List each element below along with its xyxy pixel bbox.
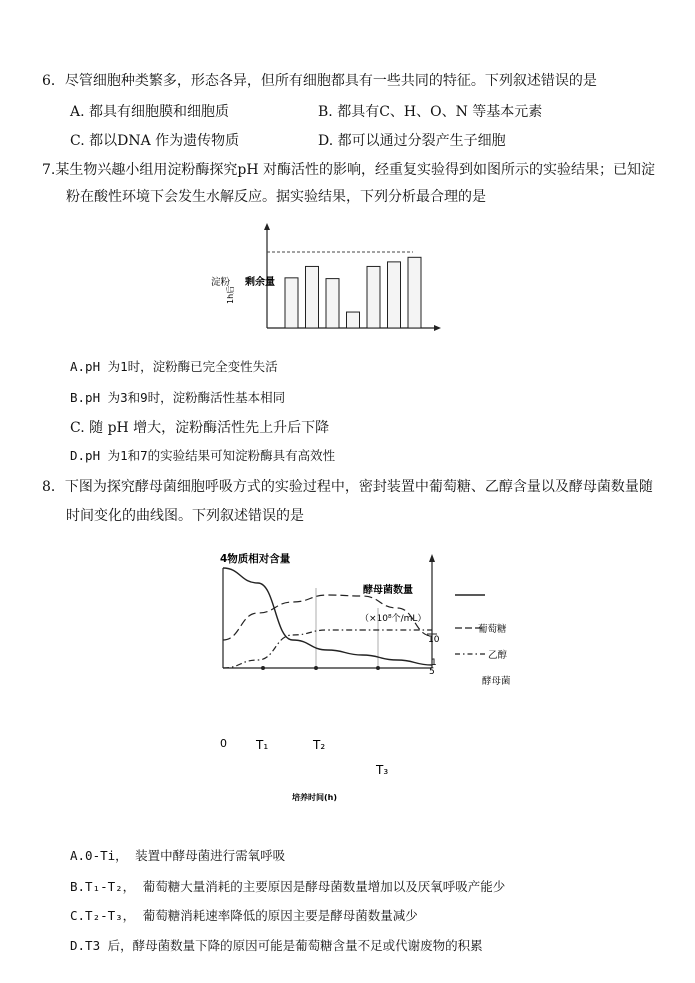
q7-bar-ph-13 xyxy=(408,257,421,328)
q8-x-label-t3: T₃ xyxy=(376,763,389,777)
q6-stem: 6．尽管细胞种类繁多，形态各异，但所有细胞都具有一些共同的特征。下列叙述错误的是 xyxy=(42,73,597,89)
q7-bar-ph-7 xyxy=(347,312,360,328)
q7-ylabel-remaining: 剩余量 xyxy=(245,277,275,288)
q8-option-d: D.T3 后，酵母菌数量下降的原因可能是葡萄糖含量不足或代谢废物的积累 xyxy=(70,938,483,953)
q8-tick-5: 5 xyxy=(429,667,435,677)
q6-option-b: B. 都具有C、H、O、N 等基本元素 xyxy=(318,104,543,120)
q7-ylabel-time: 1h后 xyxy=(226,285,235,304)
q8-x-axis-title: 培养时间(h) xyxy=(292,793,338,802)
q8-stem-line1: 8．下图为探究酵母菌细胞呼吸方式的实验过程中，密封装置中葡萄糖、乙醇含量以及酵母菌数量随 xyxy=(42,479,653,495)
q8-right-axis-arrow xyxy=(429,554,435,562)
q7-ylabel-starch: 淀粉 xyxy=(211,277,231,288)
q7-option-b: B.pH 为3和9时，淀粉酶活性基本相同 xyxy=(70,390,286,405)
q7-bar-ph-1 xyxy=(285,278,298,328)
q8-marker-t2 xyxy=(314,666,318,670)
q7-x-axis-arrow xyxy=(434,325,441,331)
q8-stem-line2: 时间变化的曲线图。下列叙述错误的是 xyxy=(66,508,304,524)
q8-option-b: B.T₁-T₂， 葡萄糖大量消耗的主要原因是酵母菌数量增加以及厌氧呼吸产能少 xyxy=(70,879,506,894)
q6-option-a: A. 都具有细胞膜和细胞质 xyxy=(70,104,230,120)
q8-tick-1: 1 xyxy=(431,658,437,668)
q8-x-label-t1: T₁ xyxy=(256,738,269,752)
q7-bar-ph-11 xyxy=(388,262,401,328)
q8-legend-glucose: 葡萄糖 xyxy=(478,624,507,635)
q7-bar-ph-3 xyxy=(306,266,319,328)
q8-option-c: C.T₂-T₃， 葡萄糖消耗速率降低的原因主要是酵母菌数量减少 xyxy=(70,908,418,923)
q8-x-label-0: 0 xyxy=(220,737,227,750)
q8-tick-10: 10 xyxy=(428,635,440,645)
q8-option-a: A.0-Ti， 装置中酵母菌进行需氧呼吸 xyxy=(70,848,286,863)
q7-option-a: A.pH 为1时，淀粉酶已完全变性失活 xyxy=(70,359,278,374)
q8-title-right: 酵母菌数量 xyxy=(363,585,413,596)
q8-marker-t3 xyxy=(376,666,380,670)
q7-bar-ph-9 xyxy=(367,266,380,328)
q8-title-left: 4物质相对含量 xyxy=(220,553,291,565)
q8-marker-t1 xyxy=(261,666,265,670)
q7-bar-chart xyxy=(205,222,445,337)
q8-x-label-t2: T₂ xyxy=(313,738,326,752)
q7-option-c: C. 随 pH 增大，淀粉酶活性先上升后下降 xyxy=(70,420,330,436)
q7-bar-ph-5 xyxy=(326,279,339,328)
q7-option-d: D.pH 为1和7的实验结果可知淀粉酶具有高效性 xyxy=(70,448,336,463)
q7-stem-line1: 7.某生物兴趣小组用淀粉酶探究pH 对酶活性的影响，经重复实验得到如图所示的实验结果；已知淀 xyxy=(42,162,655,178)
q6-option-d: D. 都可以通过分裂产生子细胞 xyxy=(318,133,506,149)
q6-option-c: C. 都以DNA 作为遗传物质 xyxy=(70,133,240,149)
q7-stem-line2: 粉在酸性环境下会发生水解反应。据实验结果，下列分析最合理的是 xyxy=(66,189,486,205)
q8-legend-ethanol: 乙醇 xyxy=(488,650,508,661)
q8-series-ethanol xyxy=(223,630,432,668)
q8-line-chart xyxy=(210,548,540,808)
q8-unit: （×10⁸个/mL） xyxy=(360,614,427,624)
q8-legend-yeast: 酵母菌 xyxy=(482,676,511,687)
q7-y-axis-arrow xyxy=(264,223,270,230)
